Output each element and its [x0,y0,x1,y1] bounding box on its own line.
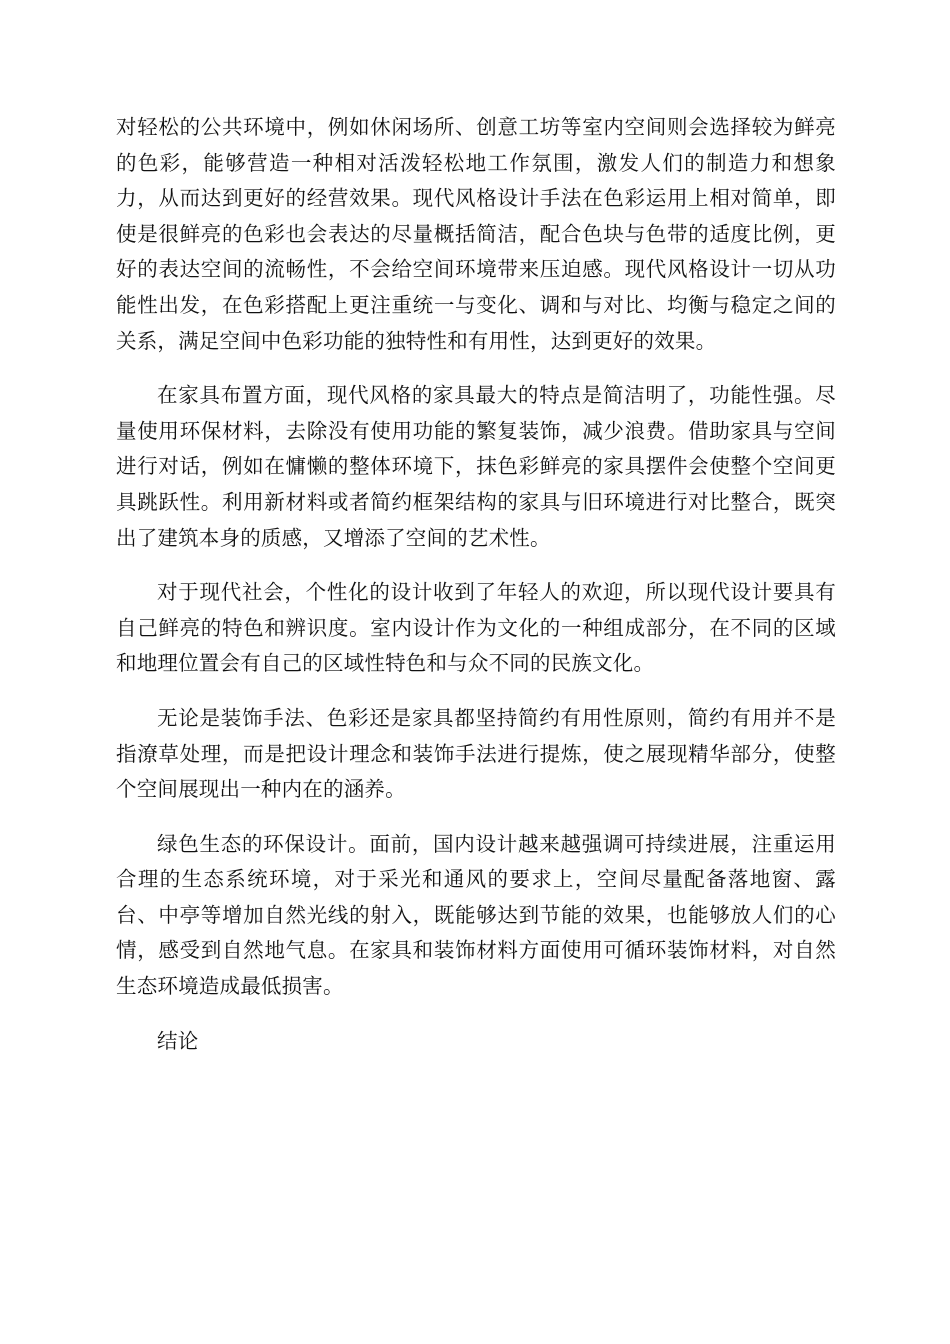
section-heading-conclusion: 结论 [157,1028,199,1053]
paragraph-simplicity: 无论是装饰手法、色彩还是家具都坚持简约有用性原则，简约有用并不是指潦草处理，而是把设计理念和装饰手法进行提炼，使之展现精华部分，使整个空间展现出一种内在的涵养。 [116,705,836,802]
paragraph-furniture: 在家具布置方面，现代风格的家具最大的特点是简洁明了，功能性强。尽量使用环保材料，去除没有使用功能的繁复装饰，减少浪费。借助家具与空间进行对话，例如在慵懒的整体环境下，抹色彩鲜亮的家具摆件会使整个空间更具跳跃性。利用新材料或者简约框架结构的家具与旧环境进行对比整合，既突出了建筑本身的质感，又增添了空间的艺术性。 [116,383,836,550]
document-page [116,110,836,1078]
paragraph-green-design: 绿色生态的环保设计。面前，国内设计越来越强调可持续进展，注重运用合理的生态系统环境，对于采光和通风的要求上，空间尽量配备落地窗、露台、中亭等增加自然光线的射入，既能够达到节能的效果，也能够放人们的心情，感受到自然地气息。在家具和装饰材料方面使用可循环装饰材料，对自然生态环境造成最低损害。 [116,831,836,999]
paragraph-color-usage: 对轻松的公共环境中，例如休闲场所、创意工坊等室内空间则会选择较为鲜亮的色彩，能够营造一种相对活泼轻松地工作氛围，激发人们的制造力和想象力，从而达到更好的经营效果。现代风格设计手法在色彩运用上相对简单，即使是很鲜亮的色彩也会表达的尽量概括简洁，配合色块与色带的适度比例，更好的表达空间的流畅性，不会给空间环境带来压迫感。现代风格设计一切从功能性出发，在色彩搭配上更注重统一与变化、调和与对比、均衡与稳定之间的关系，满足空间中色彩功能的独特性和有用性，达到更好的效果。 [116,115,836,353]
paragraph-personalization: 对于现代社会，个性化的设计收到了年轻人的欢迎，所以现代设计要具有自己鲜亮的特色和辨识度。室内设计作为文化的一种组成部分，在不同的区域和地理位置会有自己的区域性特色和与众不同的民族文化。 [116,580,836,676]
